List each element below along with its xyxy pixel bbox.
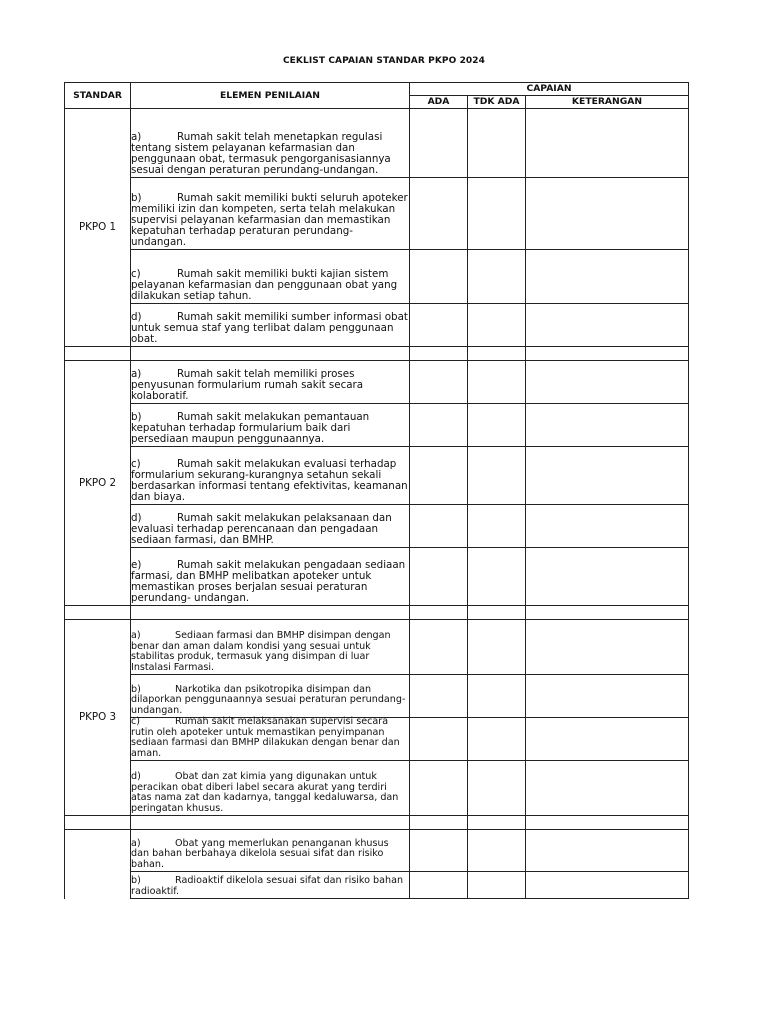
header-elemen-penilaian: ELEMEN PENILAIAN	[131, 83, 410, 109]
spacer-row	[65, 347, 689, 361]
item-label: a)	[131, 131, 142, 143]
keterangan-cell[interactable]	[526, 250, 689, 304]
item-label: d)	[131, 311, 142, 323]
checklist-row	[65, 830, 689, 872]
spacer-cell	[65, 816, 131, 830]
elemen-penilaian-cell	[131, 404, 410, 447]
checklist-row	[65, 761, 689, 816]
spacer-cell	[468, 347, 526, 361]
ada-cell[interactable]	[410, 505, 468, 548]
ada-cell[interactable]	[410, 761, 468, 816]
item-text: Sediaan farmasi dan BMHP disimpan dengan benar dan aman dalam kondisi yang sesuai untuk stabilitas produk, termasuk yang disimpan di luar Instalasi Farmasi.	[131, 630, 391, 673]
keterangan-cell[interactable]	[526, 361, 689, 404]
item-text: Rumah sakit telah memiliki proses penyusunan formularium rumah sakit secara kolaboratif.	[131, 368, 364, 402]
item-label: b)	[131, 875, 141, 886]
item-label: b)	[131, 192, 142, 204]
elemen-penilaian-cell	[131, 178, 410, 250]
ada-cell[interactable]	[410, 718, 468, 761]
ada-cell[interactable]	[410, 675, 468, 718]
header-ada: ADA	[410, 96, 468, 109]
ada-cell[interactable]	[410, 361, 468, 404]
checklist-row	[65, 250, 689, 304]
item-text: Rumah sakit telah menetapkan regulasi tentang sistem pelayanan kefarmasian dan penggunaan obat, termasuk pengorganisasiannya sesuai dengan peraturan perundang-undangan.	[131, 131, 391, 176]
keterangan-cell[interactable]	[526, 109, 689, 178]
keterangan-cell[interactable]	[526, 178, 689, 250]
tdk-ada-cell[interactable]	[468, 761, 526, 816]
item-label: c)	[131, 268, 141, 280]
checklist-row	[65, 361, 689, 404]
spacer-cell	[65, 606, 131, 620]
tdk-ada-cell[interactable]	[468, 505, 526, 548]
checklist-row	[65, 620, 689, 675]
item-label: b)	[131, 411, 142, 423]
tdk-ada-cell[interactable]	[468, 447, 526, 505]
elemen-penilaian-cell	[131, 109, 410, 178]
spacer-cell	[526, 347, 689, 361]
spacer-row	[65, 606, 689, 620]
header-keterangan: KETERANGAN	[526, 96, 689, 109]
checklist-row	[65, 447, 689, 505]
elemen-penilaian-cell	[131, 620, 410, 675]
ada-cell[interactable]	[410, 830, 468, 872]
item-text: Obat dan zat kimia yang digunakan untuk peracikan obat diberi label secara akurat yang terdiri atas nama zat dan kadarnya, tanggal kedaluwarsa, dan peringatan khusus.	[131, 771, 399, 814]
item-text: Rumah sakit memiliki bukti seluruh apoteker memiliki izin dan kompeten, serta telah melakukan supervisi pelayanan kefarmasian dan memastikan kepatuhan terhadap peraturan perundang- undangan.	[131, 192, 408, 248]
ada-cell[interactable]	[410, 304, 468, 347]
keterangan-cell[interactable]	[526, 761, 689, 816]
ada-cell[interactable]	[410, 250, 468, 304]
tdk-ada-cell[interactable]	[468, 361, 526, 404]
spacer-cell	[410, 816, 468, 830]
keterangan-cell[interactable]	[526, 872, 689, 899]
item-text: Narkotika dan psikotropika disimpan dan dilaporkan penggunaannya sesuai peraturan perundang- undangan.	[131, 683, 406, 716]
item-label: d)	[131, 771, 141, 782]
spacer-cell	[468, 816, 526, 830]
tdk-ada-cell[interactable]	[468, 404, 526, 447]
checklist-row	[65, 505, 689, 548]
checklist-table	[64, 82, 689, 899]
spacer-cell	[131, 816, 410, 830]
item-text: Radioaktif dikelola sesuai sifat dan risiko bahan radioaktif.	[131, 875, 404, 897]
keterangan-cell[interactable]	[526, 404, 689, 447]
ada-cell[interactable]	[410, 620, 468, 675]
tdk-ada-cell[interactable]	[468, 548, 526, 606]
elemen-penilaian-cell	[131, 872, 410, 899]
item-label: a)	[131, 368, 142, 380]
spacer-cell	[526, 816, 689, 830]
checklist-row	[65, 718, 689, 761]
spacer-cell	[410, 606, 468, 620]
ada-cell[interactable]	[410, 404, 468, 447]
item-label: c)	[131, 458, 141, 470]
standar-cell: PKPO 2	[65, 361, 131, 606]
elemen-penilaian-cell	[131, 505, 410, 548]
elemen-penilaian-cell	[131, 548, 410, 606]
item-text: Rumah sakit melaksanakan supervisi secara rutin oleh apoteker untuk memastikan penyimpanan sediaan farmasi dan BMHP dilakukan dengan benar dan aman.	[131, 716, 400, 759]
item-text: Rumah sakit memiliki bukti kajian sistem pelayanan kefarmasian dan penggunaan obat yang dilakukan setiap tahun.	[131, 268, 398, 302]
ada-cell[interactable]	[410, 548, 468, 606]
keterangan-cell[interactable]	[526, 620, 689, 675]
elemen-penilaian-cell	[131, 761, 410, 816]
spacer-cell	[410, 347, 468, 361]
ada-cell[interactable]	[410, 178, 468, 250]
ada-cell[interactable]	[410, 109, 468, 178]
spacer-cell	[526, 606, 689, 620]
spacer-row	[65, 816, 689, 830]
checklist-row	[65, 404, 689, 447]
elemen-penilaian-cell	[131, 447, 410, 505]
tdk-ada-cell[interactable]	[468, 250, 526, 304]
item-text: Rumah sakit memiliki sumber informasi obat untuk semua staf yang terlibat dalam penggunaan obat.	[131, 311, 408, 345]
item-text: Rumah sakit melakukan pengadaan sediaan farmasi, dan BMHP melibatkan apoteker untuk memastikan proses berjalan sesuai peraturan perundang- undangan.	[131, 559, 406, 604]
document-title: CEKLIST CAPAIAN STANDAR PKPO 2024	[282, 56, 486, 66]
checklist-row	[65, 675, 689, 718]
keterangan-cell[interactable]	[526, 505, 689, 548]
item-label: a)	[131, 630, 141, 641]
keterangan-cell[interactable]	[526, 548, 689, 606]
item-label: c)	[131, 716, 141, 727]
spacer-cell	[131, 606, 410, 620]
item-text: Rumah sakit melakukan pelaksanaan dan evaluasi terhadap perencanaan dan pengadaan sediaan farmasi, dan BMHP.	[131, 512, 392, 546]
keterangan-cell[interactable]	[526, 304, 689, 347]
elemen-penilaian-cell	[131, 718, 410, 761]
tdk-ada-cell[interactable]	[468, 675, 526, 718]
tdk-ada-cell[interactable]	[468, 109, 526, 178]
item-text: Obat yang memerlukan penanganan khusus dan bahan berbahaya dikelola sesuai sifat dan risiko bahan.	[131, 837, 389, 870]
elemen-penilaian-cell	[131, 675, 410, 718]
keterangan-cell[interactable]	[526, 675, 689, 718]
checklist-row	[65, 304, 689, 347]
checklist-row	[65, 109, 689, 178]
ada-cell[interactable]	[410, 447, 468, 505]
standar-cell: PKPO 3	[65, 620, 131, 816]
elemen-penilaian-cell	[131, 830, 410, 872]
elemen-penilaian-cell	[131, 304, 410, 347]
elemen-penilaian-cell	[131, 361, 410, 404]
header-capaian: CAPAIAN	[410, 83, 689, 96]
ada-cell[interactable]	[410, 872, 468, 899]
header-tdk-ada: TDK ADA	[468, 96, 526, 109]
item-label: e)	[131, 559, 142, 571]
tdk-ada-cell[interactable]	[468, 304, 526, 347]
tdk-ada-cell[interactable]	[468, 830, 526, 872]
tdk-ada-cell[interactable]	[468, 620, 526, 675]
spacer-cell	[468, 606, 526, 620]
checklist-row	[65, 548, 689, 606]
keterangan-cell[interactable]	[526, 447, 689, 505]
checklist-row	[65, 178, 689, 250]
standar-cell	[65, 830, 131, 899]
elemen-penilaian-cell	[131, 250, 410, 304]
item-label: a)	[131, 837, 141, 849]
header-standar: STANDAR	[65, 83, 131, 109]
tdk-ada-cell[interactable]	[468, 872, 526, 899]
keterangan-cell[interactable]	[526, 718, 689, 761]
tdk-ada-cell[interactable]	[468, 718, 526, 761]
spacer-cell	[131, 347, 410, 361]
checklist-row	[65, 872, 689, 899]
item-text: Rumah sakit melakukan evaluasi terhadap formularium sekurang-kurangnya setahun sekali berdasarkan informasi tentang efektivitas, keamanan dan biaya.	[131, 458, 408, 503]
item-label: b)	[131, 683, 141, 695]
spacer-cell	[65, 347, 131, 361]
tdk-ada-cell[interactable]	[468, 178, 526, 250]
standar-cell: PKPO 1	[65, 109, 131, 347]
keterangan-cell[interactable]	[526, 830, 689, 872]
item-text: Rumah sakit melakukan pemantauan kepatuhan terhadap formularium baik dari persediaan maupun penggunaannya.	[131, 411, 370, 445]
item-label: d)	[131, 512, 142, 524]
